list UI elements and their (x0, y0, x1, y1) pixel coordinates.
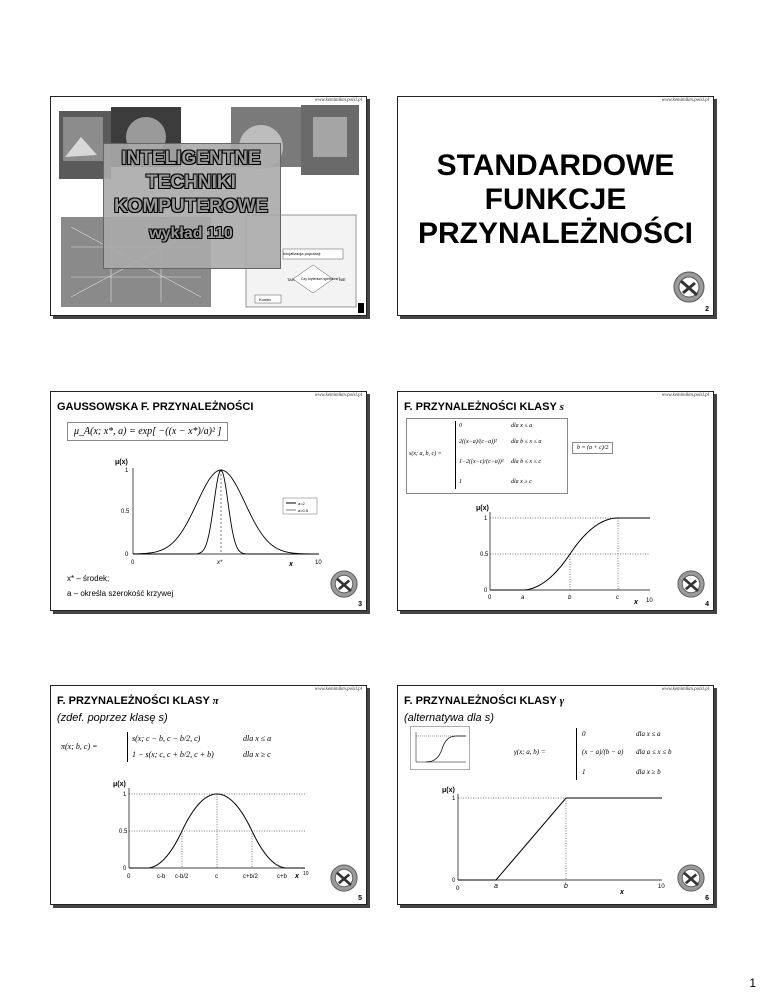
y-tick-1: 1 (125, 468, 129, 474)
title-line-1: INTELIGENTNE (121, 148, 261, 169)
legend-item-1: a=2 (298, 501, 305, 506)
slide-url: www.kemimikm.polsl.pl (661, 687, 709, 692)
slide-1-title (103, 147, 279, 219)
note-width (67, 589, 173, 598)
x-tick-center: x* (217, 560, 223, 566)
slide-6-subtitle: (alternatywa dla s) (404, 712, 494, 724)
x-tick-a: a (494, 883, 498, 890)
x-tick-10: 10 (315, 560, 322, 566)
slide-2 (397, 96, 714, 316)
title-line-2: TECHNIKI (146, 172, 236, 193)
flowchart-init-label: Inicjalizacja populacji (283, 251, 321, 256)
slide-number: 6 (705, 895, 709, 902)
y-axis-label: μ(x) (115, 459, 128, 466)
slide-1 (50, 96, 367, 316)
case-1-cond: dla x ≤ a (243, 734, 272, 743)
x-tick-c-b2: c-b/2 (175, 874, 189, 880)
case-4-expr: 1 (459, 479, 462, 485)
formula-lhs: γ(x; a, b) = (514, 748, 546, 756)
x-tick-b: b (568, 595, 572, 601)
x-axis-label: x (634, 599, 638, 606)
note-center (67, 574, 109, 583)
slide-6 (397, 685, 714, 905)
slide-5-title-symbol: π (212, 695, 219, 707)
case-1-cond: dla x ≤ a (636, 730, 661, 738)
university-logo-icon (677, 864, 705, 892)
x-tick-b: b (564, 883, 568, 890)
case-3-expr: 1 (582, 768, 586, 776)
slide-1-marker (358, 303, 364, 313)
case-2-cond: dla x ≥ c (243, 750, 271, 759)
case-2-expr: 1 − s(x; c, c + b/2, c + b) (132, 750, 214, 759)
note-width-text: a – określa szerokość krzywej (67, 589, 174, 598)
university-logo-icon (330, 864, 358, 892)
slide-6-title (404, 695, 564, 707)
x-axis-label: x (289, 561, 293, 568)
slide-4-title-text: F. PRZYNALEŻNOŚCI KLASY (404, 401, 557, 413)
x-tick-c+b2: c+b/2 (243, 874, 258, 880)
case-1-expr: s(x; c − b, c − b/2, c) (132, 734, 201, 743)
case-3-expr: 1−2((x−c)/(c−a))² (459, 459, 504, 465)
y-axis-label: μ(x) (113, 781, 126, 788)
y-tick-1: 1 (123, 792, 127, 798)
slide-5-subtitle: (zdef. poprzez klasę s) (57, 712, 168, 724)
pi-function-formula (59, 728, 295, 766)
slide-5-title-text: F. PRZYNALEŻNOŚCI KLASY (57, 695, 210, 707)
case-2-cond: dla a ≤ x ≤ b (636, 748, 672, 756)
y-tick-0: 0 (123, 866, 127, 872)
x-axis-label: x (295, 873, 299, 880)
case-1-expr: 0 (459, 423, 462, 429)
university-logo-icon (677, 570, 705, 598)
slide-number: 4 (705, 601, 709, 608)
slide-4-title (404, 401, 564, 413)
case-2-expr: 2((x−a)/(c−a))² (459, 439, 497, 445)
x-tick-a: a (521, 595, 525, 601)
slide-url: www.kemimikm.polsl.pl (314, 393, 362, 398)
y-axis-label: μ(x) (442, 787, 455, 794)
title-line-3: PRZYNALEŻNOŚCI (417, 217, 693, 250)
y-tick-0: 0 (484, 588, 488, 594)
case-3-cond: dla b ≤ x ≤ c (511, 459, 542, 465)
x-tick-c-b: c-b (157, 874, 166, 880)
y-axis-label: μ(x) (476, 505, 489, 512)
slide-3 (50, 391, 367, 611)
slide-2-title (398, 149, 713, 251)
x-tick-c: c (616, 595, 619, 601)
case-2-cond: dla b ≤ x ≤ a (511, 439, 542, 445)
x-tick-0: 0 (131, 560, 135, 566)
s-function-thumbnail (410, 726, 470, 770)
y-tick-0_5: 0.5 (480, 552, 489, 558)
university-logo-icon (673, 271, 705, 303)
slide-number: 3 (358, 601, 362, 608)
gaussian-formula: μ_A(x; x*, a) = exp[ −((x − x*)/a)² ] (67, 422, 228, 441)
slide-5-title (57, 695, 219, 707)
x-tick-c: c (215, 874, 218, 880)
flowchart-yes-label: TAK (287, 277, 295, 282)
gamma-function-formula (514, 726, 710, 784)
slide-number: 5 (358, 895, 362, 902)
slide-number: 2 (705, 306, 709, 313)
case-1-expr: 0 (582, 730, 586, 738)
title-line-1: STANDARDOWE (436, 149, 675, 182)
flowchart-decision-label: Czy kryterium spełnione? (301, 277, 341, 281)
case-3-cond: dla x ≥ b (636, 768, 661, 776)
b-definition: b = (a + c)/2 (572, 442, 613, 454)
x-tick-c+b: c+b (277, 874, 287, 880)
slide-5 (50, 685, 367, 905)
gamma-function-curve (458, 798, 662, 880)
y-tick-0_5: 0.5 (121, 509, 130, 515)
x-tick-0: 0 (456, 886, 460, 892)
gaussian-chart (51, 454, 366, 574)
flowchart-end-label: Koniec (259, 297, 272, 302)
slide-6-title-text: F. PRZYNALEŻNOŚCI KLASY (404, 695, 557, 707)
slide-6-title-symbol: γ (559, 695, 565, 707)
slide-4 (397, 391, 714, 611)
title-line-2: FUNKCJE (484, 183, 627, 216)
slide-4-title-symbol: s (559, 401, 564, 413)
y-tick-0_5: 0.5 (119, 829, 128, 835)
gamma-function-chart (398, 784, 713, 900)
s-function-formula (406, 418, 568, 494)
x-tick-10: 10 (303, 871, 309, 877)
x-tick-0: 0 (488, 595, 492, 601)
university-logo-icon (330, 570, 358, 598)
slide-url: www.kemimikm.polsl.pl (661, 98, 709, 103)
note-center-text: x* – środek; (67, 574, 110, 583)
formula-brace (455, 421, 458, 489)
case-2-expr: (x − a)/(b − a) (582, 748, 624, 756)
formula-brace (576, 728, 579, 780)
slide-url: www.kemimikm.polsl.pl (314, 98, 362, 103)
y-tick-0: 0 (125, 552, 129, 558)
pi-function-chart (51, 776, 366, 896)
case-4-cond: dla x ≥ c (511, 479, 532, 485)
x-axis-label: x (620, 889, 624, 896)
s-function-chart (398, 498, 713, 608)
y-tick-1: 1 (484, 516, 488, 522)
y-tick-0: 0 (452, 878, 456, 884)
page-number: 1 (749, 976, 756, 990)
slide-1-subtitle: wykład 110 (149, 225, 233, 242)
x-tick-10: 10 (658, 884, 665, 890)
x-tick-0: 0 (127, 874, 131, 880)
flowchart-no-label: NIE (339, 277, 346, 282)
formula-brace (127, 732, 130, 762)
formula-lhs: s(x; a, b, c) = (409, 451, 442, 457)
y-tick-1: 1 (452, 796, 456, 802)
formula-lhs: π(x; b, c) = (61, 742, 98, 751)
slide-url: www.kemimikm.polsl.pl (314, 687, 362, 692)
case-1-cond: dla x ≤ a (511, 423, 533, 429)
legend-item-2: a=0.5 (298, 508, 309, 513)
slide-3-title: GAUSSOWSKA F. PRZYNALEŻNOŚCI (57, 401, 254, 413)
slide-url: www.kemimikm.polsl.pl (661, 393, 709, 398)
title-line-3: KOMPUTEROWE (113, 196, 269, 217)
x-tick-10: 10 (646, 598, 653, 604)
